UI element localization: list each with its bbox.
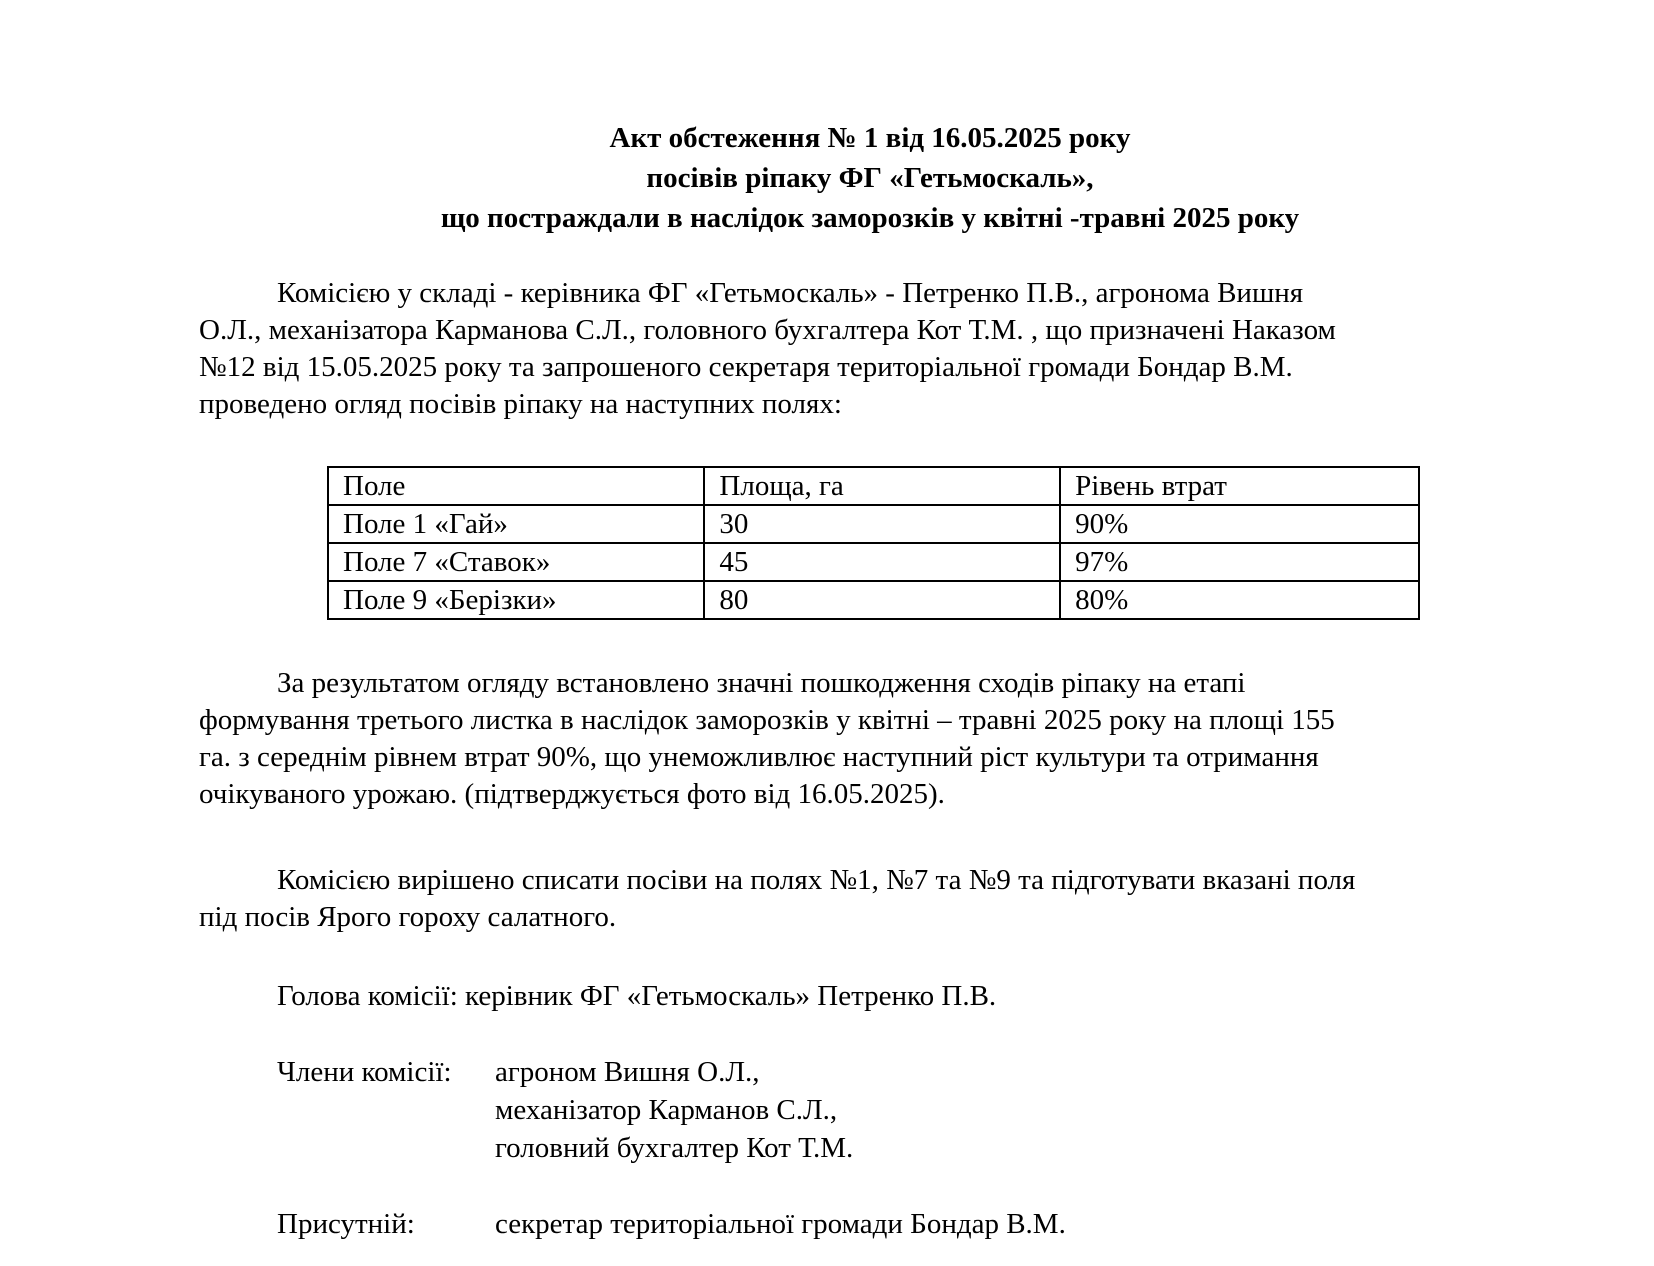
fields-table: [327, 466, 1420, 620]
intro-line-4: проведено огляд посівів ріпаку на наступних полях:: [199, 388, 842, 420]
cell-loss: 90%: [1060, 505, 1419, 543]
cell-area: 45: [704, 543, 1060, 581]
cell-area: 30: [704, 505, 1060, 543]
members-label: Члени комісії:: [277, 1056, 452, 1088]
cell-field: Поле 1 «Гай»: [328, 505, 704, 543]
decision-line-2: під посів Ярого гороху салатного.: [199, 901, 617, 933]
header-cell-loss: Рівень втрат: [1060, 467, 1419, 505]
header-cell-field: Поле: [328, 467, 704, 505]
cell-loss: 97%: [1060, 543, 1419, 581]
decision-paragraph: [199, 862, 1539, 936]
result-line-3: га. з середнім рівнем втрат 90%, що унеможливлює наступний ріст культури та отримання: [199, 741, 1319, 773]
result-paragraph: [199, 665, 1539, 813]
member-agronomist: агроном Вишня О.Л.,: [495, 1056, 760, 1088]
present-person: секретар територіальної громади Бондар В.М.: [495, 1208, 1066, 1240]
table-row: [328, 581, 1419, 619]
cell-loss: 80%: [1060, 581, 1419, 619]
member-mechanic: механізатор Карманов С.Л.,: [495, 1094, 838, 1126]
document-title: [0, 118, 1654, 238]
table-row: [328, 505, 1419, 543]
intro-line-1: Комісією у складі - керівника ФГ «Гетьмоскаль» - Петренко П.В., агронома Вишня: [277, 277, 1304, 309]
cell-area: 80: [704, 581, 1060, 619]
cell-field: Поле 7 «Ставок»: [328, 543, 704, 581]
cell-field: Поле 9 «Берізки»: [328, 581, 704, 619]
intro-line-3: №12 від 15.05.2025 року та запрошеного секретаря територіальної громади Бондар В.М.: [199, 351, 1293, 383]
intro-line-2: О.Л., механізатора Карманова С.Л., головного бухгалтера Кот Т.М. , що призначені Наказом: [199, 314, 1336, 346]
present-label: Присутній:: [277, 1208, 415, 1240]
table-row: [328, 543, 1419, 581]
header-cell-area: Площа, га: [704, 467, 1060, 505]
member-accountant: головний бухгалтер Кот Т.М.: [495, 1132, 854, 1164]
intro-paragraph: [199, 275, 1539, 423]
result-line-2: формування третього листка в наслідок заморозків у квітні – травні 2025 року на площі 155: [199, 704, 1335, 736]
decision-line-1: Комісією вирішено списати посіви на полях №1, №7 та №9 та підготувати вказані поля: [277, 864, 1356, 896]
commission-chair: Голова комісії: керівник ФГ «Гетьмоскаль» Петренко П.В.: [277, 980, 997, 1012]
result-line-4: очікуваного урожаю. (підтверджується фото від 16.05.2025).: [199, 778, 945, 810]
title-line-1: Акт обстеження № 1 від 16.05.2025 року: [609, 122, 1131, 154]
table-header-row: [328, 467, 1419, 505]
result-line-1: За результатом огляду встановлено значні пошкодження сходів ріпаку на етапі: [277, 667, 1246, 699]
title-line-3: що постраждали в наслідок заморозків у квітні -травні 2025 року: [440, 202, 1300, 234]
title-line-2: посівів ріпаку ФГ «Гетьмоскаль»,: [646, 162, 1094, 194]
